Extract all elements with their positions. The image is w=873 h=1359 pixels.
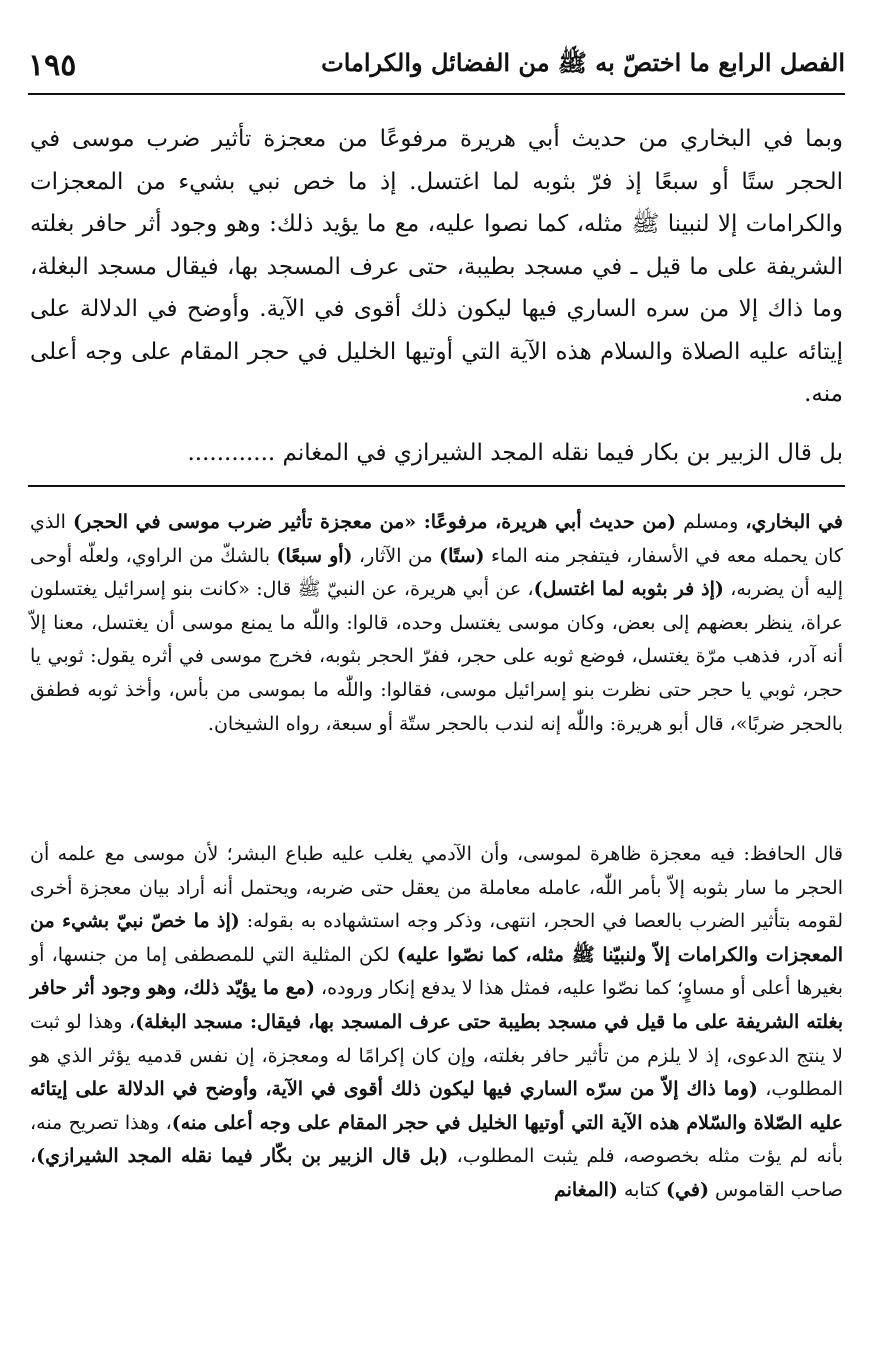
commentary-segment: قال الحافظ: فيه معجزة ظاهرة لموسى، وأن الآدمي يغلب عليه طباع البشر؛ لأن موسى مع علمه أن الحجر ما سار بثوبه إلاّ بأمر اللّٰه، عامله معاملة من يعقل حتى ضربه، ويحتمل أنه أراد بيان معجزة أخرى لقومه بتأثير الضرب بالعصا في الحجر، انتهى، وذكر وجه استشهاده به بقوله:	[30, 843, 843, 933]
quoted-matn-segment: (أو سبعًا)	[276, 544, 353, 567]
commentary-segment: الذي كان يحمله معه في الأسفار، فيتفجر منه الماء	[30, 511, 844, 567]
commentary-segment: ، وهذا تصريح منه، بأنه لم يؤت مثله بخصوصه، فلم يثبت المطلوب،	[30, 1111, 843, 1168]
commentary-segment: ، عن أبي هريرة، عن النبيّ ﷺ قال: «كانت بنو إسرائيل يغتسلون عراة، ينظر بعضهم إلى بعض، وكان موسى يغتسل وحده، قالوا: واللّٰه ما يمنع موسى أن يغتسل، معنا إلاّ أنه آدر، فذهب مرّة يغتسل، فوضع ثوبه على حجر، ففرّ الحجر بثوبه، فخرج موسى في أثره يقول: ثوبي يا حجر، ثوبي يا حجر حتى نظرت بنو إسرائيل موسى، فقالوا: واللّٰه ما بموسى من بأس، وأخذ ثوبه فطفق بالحجر ضربًا»، قال أبو هريرة: واللّٰه إنه لندب بالحجر ستّة أو سبعة، رواه الشيخان.	[30, 578, 843, 735]
quoted-matn-segment: في البخاري،	[745, 511, 843, 533]
commentary-segment: كتابه	[617, 1178, 667, 1201]
quoted-matn-segment: (المغانم	[553, 1178, 618, 1201]
quoted-matn-segment: (من حديث أبي هريرة، مرفوعًا: «من معجزة تأثير ضرب موسى في الحجر)	[72, 511, 677, 533]
commentary-segment: ومسلم	[676, 511, 746, 533]
quoted-matn-segment: (وما ذاك إلاّ من سرّه الساري فيها ليكون ذلك أقوى في الآية، وأوضح في الدلالة على إيتائه عليه الصّلاة والسّلام هذه الآية التي أوتيها الخليل في حجر المقام على وجه أعلى منه)	[30, 1078, 843, 1134]
footnote-separator	[28, 485, 845, 487]
commentary-paragraph-1	[30, 506, 843, 806]
quoted-matn-segment: (مع ما يؤيّد ذلك، وهو وجود أثر حافر بغلته الشريفة على ما قيل في مسجد بطيبة حتى عرف المسجد بها، فيقال: مسجد البغلة)	[30, 977, 843, 1033]
quoted-matn-segment: (في)	[666, 1178, 709, 1201]
quoted-matn-segment: (إذ فر بثوبه لما اغتسل)	[533, 578, 724, 601]
header-rule	[28, 93, 845, 95]
commentary-segment: ، صاحب القاموس	[30, 1145, 843, 1201]
commentary-segment: بالشكّ من الراوي، ولعلّه أوحى إليه أن يضربه،	[30, 544, 843, 601]
quoted-matn-segment: (إذ ما خصّ نبيّ بشيء من المعجزات والكرامات إلاّ ولنبيّنا ﷺ مثله، كما نصّوا عليه)	[30, 910, 844, 966]
quoted-matn-segment: (بل قال الزبير بن بكّار فيما نقله المجد الشيرازي)	[36, 1145, 449, 1168]
commentary-segment: ، وهذا لو ثبت لا ينتج الدعوى، إذ لا يلزم من تأثير حافر بغلته، وإن كان إكرامًا له ومعجزة، إن نفس قدميه يؤثر الذي هو المطلوب،	[30, 1010, 843, 1101]
commentary-segment: من الآثار،	[352, 544, 440, 567]
quoted-matn-segment: (ستًا)	[439, 544, 485, 567]
main-text-continuation: بل قال الزبير بن بكار فيما نقله المجد الشيرازي في المغانم ............	[187, 440, 843, 466]
commentary-paragraph-2	[30, 838, 843, 1318]
main-text-paragraph: وبما في البخاري من حديث أبي هريرة مرفوعًا من معجزة تأثير ضرب موسى في الحجر ستًا أو سبعًا إذ فرّ بثوبه لما اغتسل. إذ ما خص نبي بشيء من المعجزات والكرامات إلا لنبينا ﷺ مثله، كما نصوا عليه، مع ما يؤيد ذلك: وهو وجود أثر حافر بغلته الشريفة على ما قيل ـ في مسجد بطيبة، حتى عرف المسجد بها، فيقال مسجد البغلة، وما ذاك إلا من سره الساري فيها ليكون ذلك أقوى في الآية. وأوضح في الدلالة على إيتائه عليه الصلاة والسلام هذه الآية التي أوتيها الخليل في حجر المقام على وجه أعلى منه.	[30, 126, 843, 407]
commentary-segment: لكن المثلية التي للمصطفى إما من جنسها، أو بغيرها أعلى أو مساوٍ؛ كما نصّوا عليه، فمثل هذا لا يدفع إنكار وروده،	[30, 943, 843, 1000]
running-title: الفصل الرابع ما اختصّ به ﷺ من الفضائل والكرامات	[321, 47, 845, 77]
page-header	[28, 40, 845, 90]
page-number: ١٩٥	[28, 47, 77, 83]
